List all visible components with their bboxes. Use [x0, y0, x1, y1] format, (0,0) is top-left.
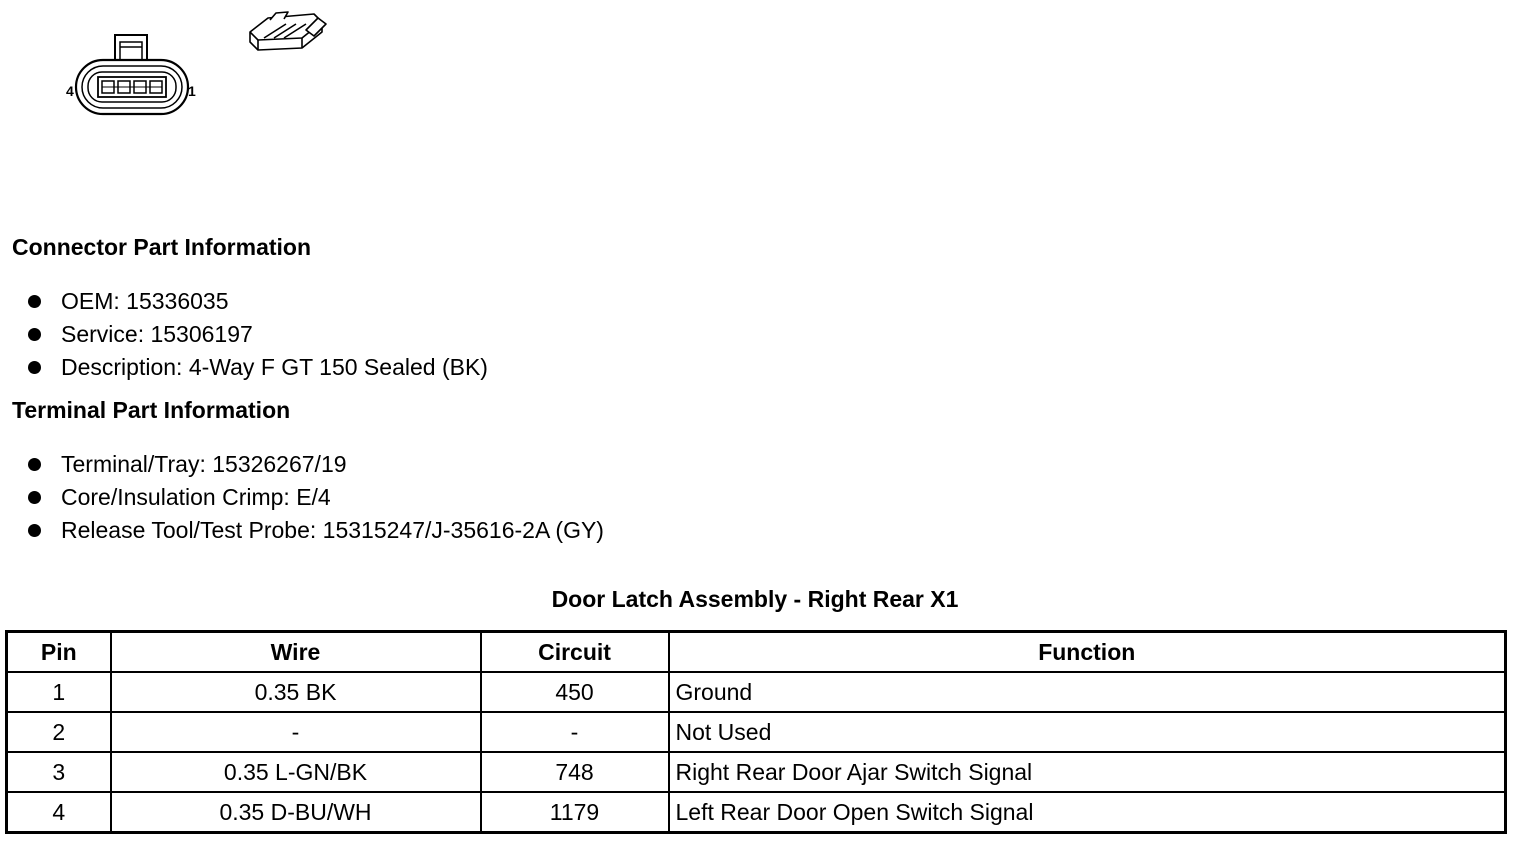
table-header-row: [7, 632, 1506, 673]
function-cell: Right Rear Door Ajar Switch Signal: [669, 752, 1506, 792]
column-header-wire: Wire: [111, 632, 481, 673]
pin-label-1: 1: [188, 83, 196, 99]
pin-cell: 1: [7, 672, 111, 712]
pin-label-4: 4: [66, 83, 74, 99]
pin-cell: 4: [7, 792, 111, 833]
table-row: [7, 792, 1506, 833]
pinout-table: [5, 630, 1507, 834]
table-row: [7, 712, 1506, 752]
bullet-icon: [28, 491, 41, 504]
list-item: Terminal/Tray: 15326267/19: [28, 448, 604, 481]
circuit-cell: 1179: [481, 792, 669, 833]
bullet-icon: [28, 361, 41, 374]
list-item: Core/Insulation Crimp: E/4: [28, 481, 604, 514]
function-cell: Ground: [669, 672, 1506, 712]
wire-cell: 0.35 D-BU/WH: [111, 792, 481, 833]
pin-cell: 3: [7, 752, 111, 792]
wire-cell: -: [111, 712, 481, 752]
connector-part-heading: Connector Part Information: [12, 234, 312, 260]
terminal-part-list: [28, 448, 604, 547]
column-header-function: Function: [669, 632, 1506, 673]
bullet-icon: [28, 328, 41, 341]
bullet-icon: [28, 458, 41, 471]
wire-cell: 0.35 BK: [111, 672, 481, 712]
list-item: OEM: 15336035: [28, 285, 488, 318]
function-cell: Left Rear Door Open Switch Signal: [669, 792, 1506, 833]
function-cell: Not Used: [669, 712, 1506, 752]
table-row: [7, 752, 1506, 792]
circuit-cell: 748: [481, 752, 669, 792]
connector-part-list: [28, 285, 488, 384]
list-item: Description: 4-Way F GT 150 Sealed (BK): [28, 351, 488, 384]
wire-cell: 0.35 L-GN/BK: [111, 752, 481, 792]
connector-isometric-diagram: [244, 10, 328, 54]
connector-face-diagram: [60, 30, 210, 120]
circuit-cell: -: [481, 712, 669, 752]
pin-cell: 2: [7, 712, 111, 752]
column-header-circuit: Circuit: [481, 632, 669, 673]
column-header-pin: Pin: [7, 632, 111, 673]
table-row: [7, 672, 1506, 712]
terminal-part-heading: Terminal Part Information: [12, 397, 291, 423]
bullet-icon: [28, 524, 41, 537]
list-item: Service: 15306197: [28, 318, 488, 351]
bullet-icon: [28, 295, 41, 308]
circuit-cell: 450: [481, 672, 669, 712]
list-item: Release Tool/Test Probe: 15315247/J-35616-2A (GY): [28, 514, 604, 547]
table-caption: Door Latch Assembly - Right Rear X1: [551, 586, 959, 612]
